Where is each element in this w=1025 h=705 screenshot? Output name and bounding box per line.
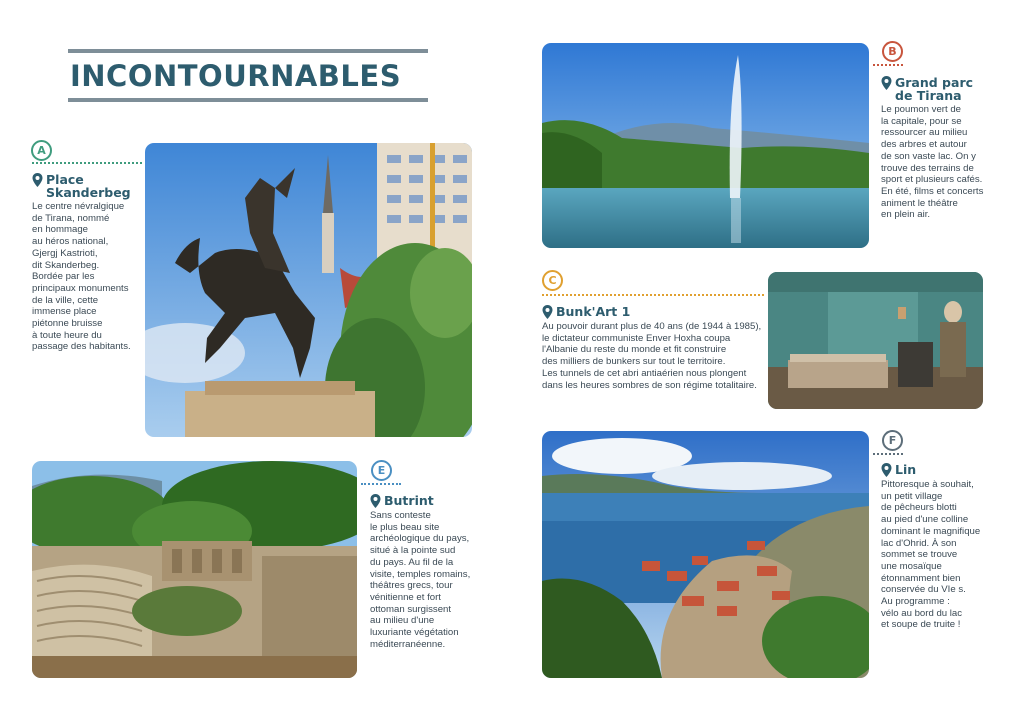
badge-letter-c: C <box>542 270 563 291</box>
photo-butrint-theatre <box>32 461 357 678</box>
dotted-leader-e <box>361 483 401 485</box>
entry-title: Butrint <box>384 493 434 508</box>
entry-title-row <box>32 173 144 199</box>
entry-body: Le poumon vert de la capitale, pour se ressourcer au milieu des arbres et autour de son vaste lac. On y trouve des terrains de sport et plusieurs cafés. En été, films et concerts animent le théâtre en plein air. <box>881 104 984 221</box>
entry-body: Le centre névralgique de Tirana, nommé en hommage au héros national, Gjergj Kastrioti, dit Skanderbeg. Bordée par les principaux monuments de la ville, cette immense place piétonne bruisse à toute heure du passage des habitants. <box>32 201 131 353</box>
location-pin-icon <box>881 76 892 90</box>
location-pin-icon <box>881 463 892 477</box>
entry-title: Grand parc de Tirana <box>895 75 974 103</box>
badge-letter-e: E <box>371 460 392 481</box>
entry-place-skanderbeg <box>32 173 144 353</box>
location-pin-icon <box>370 494 381 508</box>
entry-lin <box>881 463 996 631</box>
entry-title-row <box>542 305 767 319</box>
entry-title: Lin <box>895 462 917 477</box>
badge-letter-f: F <box>882 430 903 451</box>
location-pin-icon <box>542 305 553 319</box>
badge-letter-b: B <box>882 41 903 62</box>
entry-title-row <box>370 494 480 508</box>
dotted-leader-b <box>873 64 903 66</box>
entry-bunkart-1 <box>542 305 767 391</box>
entry-grand-parc-tirana <box>881 76 996 221</box>
entry-title-row <box>881 76 996 102</box>
photo-grand-parc-lake <box>542 43 869 248</box>
title-rule-bottom <box>68 98 428 102</box>
dotted-leader-f <box>873 453 903 455</box>
page-title: INCONTOURNABLES <box>70 59 402 93</box>
dotted-leader-c <box>542 294 764 296</box>
photo-bunkart-room <box>768 272 983 409</box>
entry-title: Place Skanderbeg <box>46 172 131 200</box>
badge-letter-a: A <box>31 140 52 161</box>
entry-title-row <box>881 463 996 477</box>
entry-body: Pittoresque à souhait, un petit village de pêcheurs blotti au pied d'une colline dominant le magnifique lac d'Ohrid. À son sommet se trouve une mosaïque étonnamment bien conservée du VIe s. Au programme : vélo au bord du lac et soupe de truite ! <box>881 479 981 631</box>
location-pin-icon <box>32 173 43 187</box>
photo-skanderbeg-statue <box>145 143 472 437</box>
dotted-leader-a <box>32 162 142 164</box>
entry-butrint <box>370 494 480 650</box>
entry-body: Sans conteste le plus beau site archéologique du pays, situé à la pointe sud du pays. Au fil de la visite, temples romains, théâtres grecs, tour vénitienne et fort ottoman surgissent au milieu d'une luxuriante végétation méditerranéenne. <box>370 510 471 650</box>
section-header <box>68 49 428 102</box>
entry-body: Au pouvoir durant plus de 40 ans (de 1944 à 1985), le dictateur communiste Enver Hoxha coupa l'Albanie du reste du monde et fit construire des milliers de bunkers sur tout le territoire. Les tunnels de cet abri antiaérien nous plongent dans les heures sombres de son régime totalitaire. <box>542 321 762 391</box>
entry-title: Bunk'Art 1 <box>556 304 631 319</box>
photo-lin-village <box>542 431 869 678</box>
